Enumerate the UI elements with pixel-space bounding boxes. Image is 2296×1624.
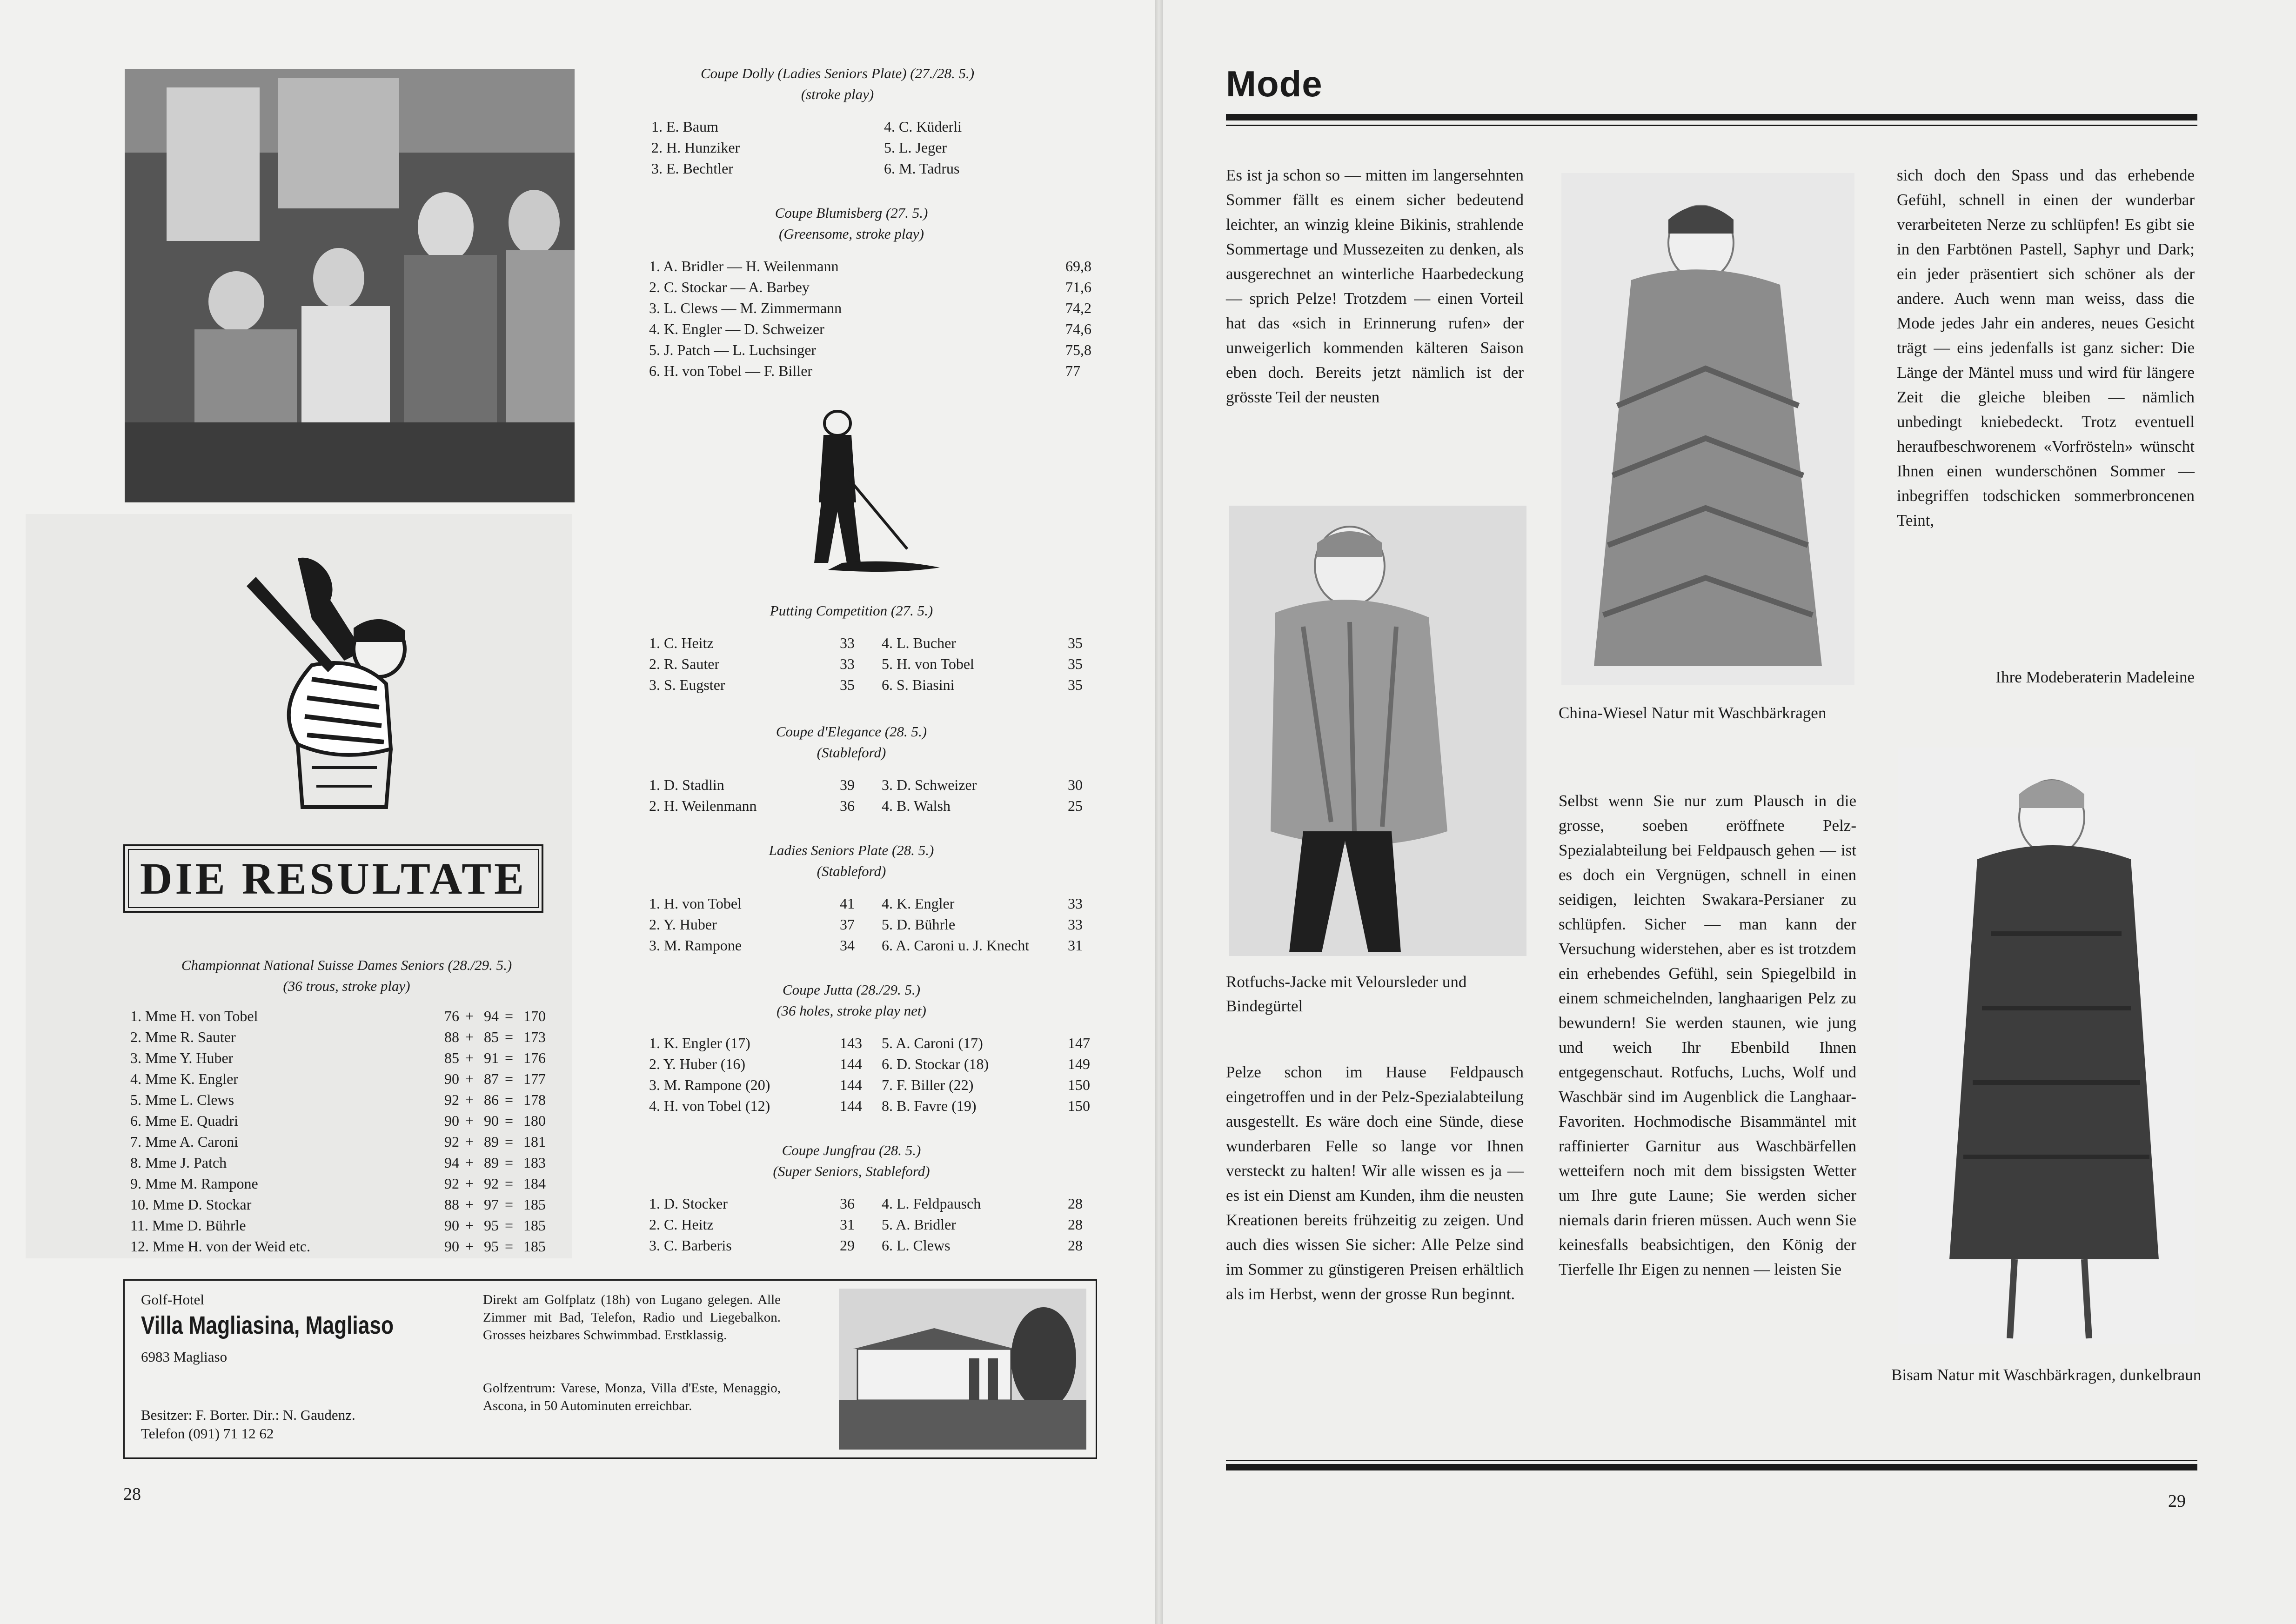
elegance-left-name: 2. H. Weilenmann (649, 797, 757, 814)
championnat-subtitle: (36 trous, stroke play) (283, 978, 410, 994)
champ-name: 4. Mme K. Engler (130, 1070, 238, 1087)
putting-left-score: 33 (840, 655, 855, 672)
jungfrau-right-score: 28 (1068, 1195, 1083, 1212)
jungfrau-right-score: 28 (1068, 1216, 1083, 1233)
elegance-table (605, 775, 1098, 816)
champ-equals: = (505, 1049, 514, 1066)
jutta-left-name: 4. H. von Tobel (12) (649, 1097, 770, 1114)
article-col2: Selbst wenn Sie nur zum Plausch in die grosse, soeben eröffnete Pelz-Spezialabteilung bei Feldpausch gehen — ist es doch ein Vergnügen, schnell in einen seidigen, leichten Swakara-Persianer zu schlüpfen. Sicher — man kann der Versuchung widerstehen, aber es ist trotzdem ein erhebendes Gefühl, sein Spiegelbild in einem schmeichelnden, langhaarigen Pelz zu bewundern! Sie werden staunen, wie jung und weich Ihr Ebenbild Ihnen entgegenschaut. Rotfuchs, Luchs, Wolf und Waschbär sind im Augenblick die Langhaar-Favoriten. Hochmodische Bisammäntel mit raffinierter Garnitur aus Waschbärfellen wetteifern noch mit dem bissigsten Wetter um Ihre gute Laune; Sie werden sicher niemals darin frieren müssen. Auch wenn Sie keinesfalls beabsichtigen, den König der Tierfelle Ihr Eigen zu nennen — leisten Sie (1559, 792, 1856, 1278)
plate-table (605, 893, 1098, 956)
champ-equals: = (505, 1133, 514, 1150)
champ-name: 10. Mme D. Stockar (130, 1196, 252, 1213)
blumisberg-score: 71,6 (1065, 279, 1091, 295)
champ-row (119, 1048, 575, 1069)
dolly-left-3: 3. E. Bechtler (651, 160, 733, 177)
champ-round2: 94 (484, 1008, 499, 1024)
page-number-right: 29 (2168, 1491, 2186, 1511)
jutta-left-score: 143 (840, 1035, 862, 1051)
article-col1-top: Es ist ja schon so — mitten im langersehnten Sommer fällt es einem sicher bedeutend leichter, an winzig kleine Bikinis, strahlende Sommertage und Mussezeiten zu denken, als ausgerechnet an winterliche Haarbedeckung — sprich Pelze! Trotzdem — einen Vorteil hat das «sich in Erinnerung rufen» der unweigerlich kommenden kälteren Saison eben doch. Bereits jetzt nämlich ist der grösste Teil der neusten (1226, 166, 1524, 406)
champ-plus: + (465, 1029, 474, 1045)
mode-title: Mode (1226, 63, 1323, 104)
dolly-right-2: 5. L. Jeger (884, 139, 947, 156)
putting-right-score: 35 (1068, 676, 1083, 693)
champ-plus: + (465, 1070, 474, 1087)
caption-fox-jacket: Rotfuchs-Jacke mit Veloursleder und Bindegürtel (1226, 973, 1467, 1015)
jungfrau-table (605, 1193, 1098, 1256)
elegance-right-name: 3. D. Schweizer (882, 776, 977, 793)
jutta-left-name: 3. M. Rampone (20) (649, 1076, 770, 1093)
top-rule (1226, 114, 2197, 120)
champ-round2: 87 (484, 1070, 499, 1087)
jungfrau-right-score: 28 (1068, 1237, 1083, 1254)
champ-equals: = (505, 1070, 514, 1087)
champ-plus: + (465, 1196, 474, 1213)
champ-name: 12. Mme H. von der Weid etc. (130, 1238, 310, 1255)
elegance-row (605, 795, 1098, 816)
elegance-left-score: 39 (840, 776, 855, 793)
champ-total: 184 (523, 1175, 546, 1192)
putting-row (605, 633, 1098, 654)
blumisberg-table (605, 256, 1098, 381)
dolly-subtitle: (stroke play) (801, 86, 874, 102)
ad-contact-owner: Besitzer: F. Borter. Dir.: N. Gaudenz. (141, 1407, 355, 1423)
blumisberg-score: 74,2 (1065, 300, 1091, 316)
putting-left-score: 35 (840, 676, 855, 693)
champ-total: 180 (523, 1112, 546, 1129)
champ-equals: = (505, 1238, 514, 1255)
champ-plus: + (465, 1154, 474, 1171)
jutta-left-score: 144 (840, 1097, 862, 1114)
blumisberg-pair: 3. L. Clews — M. Zimmermann (649, 300, 842, 316)
champ-round2: 89 (484, 1154, 499, 1171)
golfer-swing-illustration (219, 549, 442, 809)
jutta-section (605, 979, 1098, 1116)
champ-row (119, 1215, 575, 1236)
champ-round1: 90 (444, 1112, 459, 1129)
ad-hotel-name: Villa Magliasina, Magliaso (141, 1311, 394, 1339)
champ-total: 185 (523, 1217, 546, 1234)
elegance-right-score: 30 (1068, 776, 1083, 793)
jutta-table (605, 1033, 1098, 1116)
champ-row (119, 1069, 575, 1089)
results-title: DIE RESULTATE (128, 849, 539, 908)
dolly-title: Coupe Dolly (Ladies Seniors Plate) (27./28. 5.) (700, 65, 975, 81)
champ-equals: = (505, 1175, 514, 1192)
dolly-right-3: 6. M. Tadrus (884, 160, 960, 177)
jutta-right-name: 7. F. Biller (22) (882, 1076, 974, 1093)
ad-contact-phone: Telefon (091) 71 12 62 (141, 1425, 274, 1442)
plate-subtitle: (Stableford) (817, 863, 886, 879)
jutta-title: Coupe Jutta (28./29. 5.) (782, 982, 921, 998)
putting-golfer-illustration (800, 409, 949, 577)
blumisberg-title: Coupe Blumisberg (27. 5.) (775, 205, 928, 221)
plate-right-score: 31 (1068, 937, 1083, 954)
dolly-left-1: 1. E. Baum (651, 118, 718, 135)
jutta-row (605, 1033, 1098, 1054)
champ-round2: 95 (484, 1238, 499, 1255)
putting-table (605, 633, 1098, 695)
champ-plus: + (465, 1112, 474, 1129)
plate-left-name: 1. H. von Tobel (649, 895, 742, 912)
champ-round2: 92 (484, 1175, 499, 1192)
champ-equals: = (505, 1091, 514, 1108)
champ-equals: = (505, 1217, 514, 1234)
champ-row (119, 1173, 575, 1194)
putting-right-name: 4. L. Bucher (882, 635, 956, 651)
champ-row (119, 1152, 575, 1173)
jutta-right-name: 6. D. Stockar (18) (882, 1056, 989, 1072)
champ-equals: = (505, 1008, 514, 1024)
champ-total: 173 (523, 1029, 546, 1045)
champ-round1: 85 (444, 1049, 459, 1066)
jungfrau-row (605, 1214, 1098, 1235)
plate-title: Ladies Seniors Plate (28. 5.) (769, 842, 934, 858)
caption-china-weasel: China-Wiesel Natur mit Waschbärkragen (1559, 704, 1827, 722)
plate-row (605, 893, 1098, 914)
plate-row (605, 914, 1098, 935)
results-title-box (123, 844, 543, 913)
champ-equals: = (505, 1196, 514, 1213)
putting-left-score: 33 (840, 635, 855, 651)
blumisberg-section (605, 202, 1098, 381)
champ-total: 176 (523, 1049, 546, 1066)
champ-name: 7. Mme A. Caroni (130, 1133, 238, 1150)
champ-round2: 86 (484, 1091, 499, 1108)
jungfrau-section (605, 1140, 1098, 1256)
jungfrau-left-score: 29 (840, 1237, 855, 1254)
champ-round1: 92 (444, 1091, 459, 1108)
champ-total: 177 (523, 1070, 546, 1087)
champ-equals: = (505, 1112, 514, 1129)
plate-right-score: 33 (1068, 916, 1083, 933)
champ-round1: 90 (444, 1217, 459, 1234)
group-photo (125, 69, 575, 502)
champ-row (119, 1110, 575, 1131)
jutta-subtitle: (36 holes, stroke play net) (776, 1002, 926, 1019)
jutta-row (605, 1096, 1098, 1116)
championnat-table (119, 1006, 575, 1257)
blumisberg-pair: 2. C. Stockar — A. Barbey (649, 279, 810, 295)
champ-round2: 97 (484, 1196, 499, 1213)
champ-row (119, 1236, 575, 1257)
putting-section (605, 600, 1098, 695)
champ-equals: = (505, 1154, 514, 1171)
jungfrau-title: Coupe Jungfrau (28. 5.) (782, 1142, 921, 1158)
plate-left-score: 41 (840, 895, 855, 912)
bottom-rule (1226, 1464, 2197, 1470)
plate-right-name: 6. A. Caroni u. J. Knecht (882, 937, 1030, 954)
blumisberg-row (605, 277, 1098, 298)
putting-right-score: 35 (1068, 655, 1083, 672)
blumisberg-row (605, 319, 1098, 340)
champ-plus: + (465, 1217, 474, 1234)
champ-round2: 90 (484, 1112, 499, 1129)
plate-row (605, 935, 1098, 956)
blumisberg-row (605, 298, 1098, 319)
putting-title: Putting Competition (27. 5.) (770, 602, 933, 619)
champ-plus: + (465, 1133, 474, 1150)
champ-row (119, 1194, 575, 1215)
champ-name: 8. Mme J. Patch (130, 1154, 227, 1171)
champ-name: 1. Mme H. von Tobel (130, 1008, 258, 1024)
blumisberg-score: 69,8 (1065, 258, 1091, 274)
blumisberg-score: 74,6 (1065, 321, 1091, 337)
champ-row (119, 1027, 575, 1048)
jungfrau-row (605, 1193, 1098, 1214)
jungfrau-left-score: 31 (840, 1216, 855, 1233)
dolly-section (605, 63, 1070, 179)
putting-left-name: 2. R. Sauter (649, 655, 720, 672)
jungfrau-row (605, 1235, 1098, 1256)
putting-left-name: 3. S. Eugster (649, 676, 725, 693)
plate-section (605, 840, 1098, 956)
jutta-right-score: 150 (1068, 1097, 1090, 1114)
plate-left-name: 3. M. Rampone (649, 937, 742, 954)
blumisberg-pair: 6. H. von Tobel — F. Biller (649, 362, 813, 379)
hotel-ad (123, 1279, 1097, 1459)
jutta-row (605, 1054, 1098, 1075)
jutta-right-name: 5. A. Caroni (17) (882, 1035, 983, 1051)
jungfrau-right-name: 5. A. Bridler (882, 1216, 956, 1233)
jutta-left-score: 144 (840, 1056, 862, 1072)
championnat-title: Championnat National Suisse Dames Seniors (28./29. 5.) (181, 957, 512, 973)
champ-name: 11. Mme D. Bührle (130, 1217, 246, 1234)
signature: Ihre Modeberaterin Madeleine (1995, 668, 2195, 686)
elegance-right-score: 25 (1068, 797, 1083, 814)
champ-round1: 88 (444, 1196, 459, 1213)
champ-total: 183 (523, 1154, 546, 1171)
champ-plus: + (465, 1049, 474, 1066)
champ-total: 185 (523, 1238, 546, 1255)
elegance-left-score: 36 (840, 797, 855, 814)
putting-right-name: 6. S. Biasini (882, 676, 955, 693)
jutta-left-score: 144 (840, 1076, 862, 1093)
champ-row (119, 1006, 575, 1027)
jutta-right-score: 149 (1068, 1056, 1090, 1072)
champ-plus: + (465, 1175, 474, 1192)
hotel-photo (839, 1289, 1086, 1450)
champ-round1: 92 (444, 1133, 459, 1150)
blumisberg-score: 77 (1065, 362, 1080, 379)
champ-total: 181 (523, 1133, 546, 1150)
ad-kicker: Golf-Hotel (141, 1291, 205, 1308)
champ-name: 9. Mme M. Rampone (130, 1175, 258, 1192)
putting-right-name: 5. H. von Tobel (882, 655, 974, 672)
jutta-row (605, 1075, 1098, 1096)
dolly-right-1: 4. C. Küderli (884, 118, 962, 135)
elegance-section (605, 721, 1098, 816)
jungfrau-left-score: 36 (840, 1195, 855, 1212)
champ-plus: + (465, 1238, 474, 1255)
blumisberg-row (605, 361, 1098, 381)
page-number-left: 28 (123, 1484, 141, 1504)
putting-row (605, 654, 1098, 675)
ad-description: Direkt am Golfplatz (18h) von Lugano gelegen. Alle Zimmer mit Bad, Telefon, Radio und Liegebalkon. Grosses heizbares Schwimmbad. Erstklassig. (483, 1292, 781, 1343)
blumisberg-row (605, 340, 1098, 361)
champ-row (119, 1131, 575, 1152)
plate-right-score: 33 (1068, 895, 1083, 912)
elegance-row (605, 775, 1098, 795)
champ-round2: 85 (484, 1029, 499, 1045)
champ-round1: 94 (444, 1154, 459, 1171)
putting-left-name: 1. C. Heitz (649, 635, 714, 651)
champ-round1: 76 (444, 1008, 459, 1024)
plate-left-score: 34 (840, 937, 855, 954)
china-weasel-photo (1561, 173, 1854, 685)
jungfrau-right-name: 4. L. Feldpausch (882, 1195, 981, 1212)
champ-row (119, 1089, 575, 1110)
top-rule-thin (1226, 125, 2197, 126)
champ-round2: 91 (484, 1049, 499, 1066)
champ-plus: + (465, 1091, 474, 1108)
champ-name: 3. Mme Y. Huber (130, 1049, 234, 1066)
champ-round1: 90 (444, 1238, 459, 1255)
elegance-subtitle: (Stableford) (817, 744, 886, 761)
champ-name: 5. Mme L. Clews (130, 1091, 234, 1108)
article-col3: sich doch den Spass und das erhebende Gefühl, schnell in einen der wunderbar verarbeiteten Nerze zu schlüpfen! Es gibt sie in den Farbtönen Pastell, Saphyr und Dark; ein jeder präsentiert sich schöner als der andere. Auch wenn man weiss, dass die Mode jedes Jahr ein anderes, neues Gesicht trägt — eins jedenfalls ist ganz sicher: Die Länge der Mäntel muss und wird für längere Zeit die gleiche bleiben — nämlich unbedingt kniebedeckt. Trotz eventuell heraufbeschworenem «Vorfrösteln» wünscht Ihnen einen wunderschönen Sommer — inbegriffen todschicken sommerbroncenen Teint, (1897, 166, 2195, 529)
champ-total: 178 (523, 1091, 546, 1108)
jutta-right-score: 150 (1068, 1076, 1090, 1093)
elegance-left-name: 1. D. Stadlin (649, 776, 724, 793)
champ-round1: 90 (444, 1070, 459, 1087)
champ-plus: + (465, 1008, 474, 1024)
gutter (1155, 0, 1163, 1624)
jungfrau-subtitle: (Super Seniors, Stableford) (773, 1163, 930, 1179)
elegance-right-name: 4. B. Walsh (882, 797, 951, 814)
dolly-table (605, 116, 1070, 179)
blumisberg-subtitle: (Greensome, stroke play) (779, 226, 924, 242)
blumisberg-row (605, 256, 1098, 277)
right-page (1163, 0, 2296, 1624)
ad-golf-centers: Golfzentrum: Varese, Monza, Villa d'Este, Menaggio, Ascona, in 50 Autominuten erreichbar. (483, 1381, 781, 1413)
jutta-right-score: 147 (1068, 1035, 1090, 1051)
caption-bisam-coat: Bisam Natur mit Waschbärkragen, dunkelbraun (1891, 1366, 2202, 1384)
champ-name: 2. Mme R. Sauter (130, 1029, 236, 1045)
champ-total: 185 (523, 1196, 546, 1213)
putting-row (605, 675, 1098, 695)
champ-name: 6. Mme E. Quadri (130, 1112, 238, 1129)
jungfrau-right-name: 6. L. Clews (882, 1237, 951, 1254)
plate-right-name: 5. D. Bührle (882, 916, 956, 933)
blumisberg-score: 75,8 (1065, 341, 1091, 358)
bisam-coat-photo (1898, 748, 2195, 1344)
jutta-left-name: 2. Y. Huber (16) (649, 1056, 746, 1072)
jungfrau-left-name: 2. C. Heitz (649, 1216, 714, 1233)
bottom-rule-thin (1226, 1460, 2197, 1461)
championnat-section (119, 955, 575, 1257)
blumisberg-pair: 4. K. Engler — D. Schweizer (649, 321, 824, 337)
champ-total: 170 (523, 1008, 546, 1024)
jungfrau-left-name: 3. C. Barberis (649, 1237, 732, 1254)
plate-right-name: 4. K. Engler (882, 895, 955, 912)
blumisberg-pair: 5. J. Patch — L. Luchsinger (649, 341, 817, 358)
champ-equals: = (505, 1029, 514, 1045)
elegance-title: Coupe d'Elegance (28. 5.) (776, 723, 927, 740)
champ-round2: 95 (484, 1217, 499, 1234)
plate-left-score: 37 (840, 916, 855, 933)
champ-round2: 89 (484, 1133, 499, 1150)
ad-address: 6983 Magliaso (141, 1349, 228, 1365)
jutta-left-name: 1. K. Engler (17) (649, 1035, 750, 1051)
jutta-right-name: 8. B. Favre (19) (882, 1097, 977, 1114)
champ-round1: 88 (444, 1029, 459, 1045)
article-col1-bottom: Pelze schon im Hause Feldpausch eingetroffen und in der Pelz-Spezialabteilung ausgestellt. Es wäre doch eine Sünde, diese wunderbaren Felle so lange vor Ihnen versteckt zu halten! Wir alle wissen es ja — es ist ein Dienst am Kunden, ihm die neusten Kreationen bereits frühzeitig zu zeigen. Und auch dies wissen Sie sicher: Alle Pelze sind im Sommer zu günstigeren Preisen erhältlich als im Herbst, wenn der grosse Run beginnt. (1226, 1063, 1524, 1303)
fox-jacket-photo (1229, 506, 1526, 956)
plate-left-name: 2. Y. Huber (649, 916, 717, 933)
blumisberg-pair: 1. A. Bridler — H. Weilenmann (649, 258, 839, 274)
jungfrau-left-name: 1. D. Stocker (649, 1195, 728, 1212)
dolly-left-2: 2. H. Hunziker (651, 139, 740, 156)
champ-round1: 92 (444, 1175, 459, 1192)
putting-right-score: 35 (1068, 635, 1083, 651)
